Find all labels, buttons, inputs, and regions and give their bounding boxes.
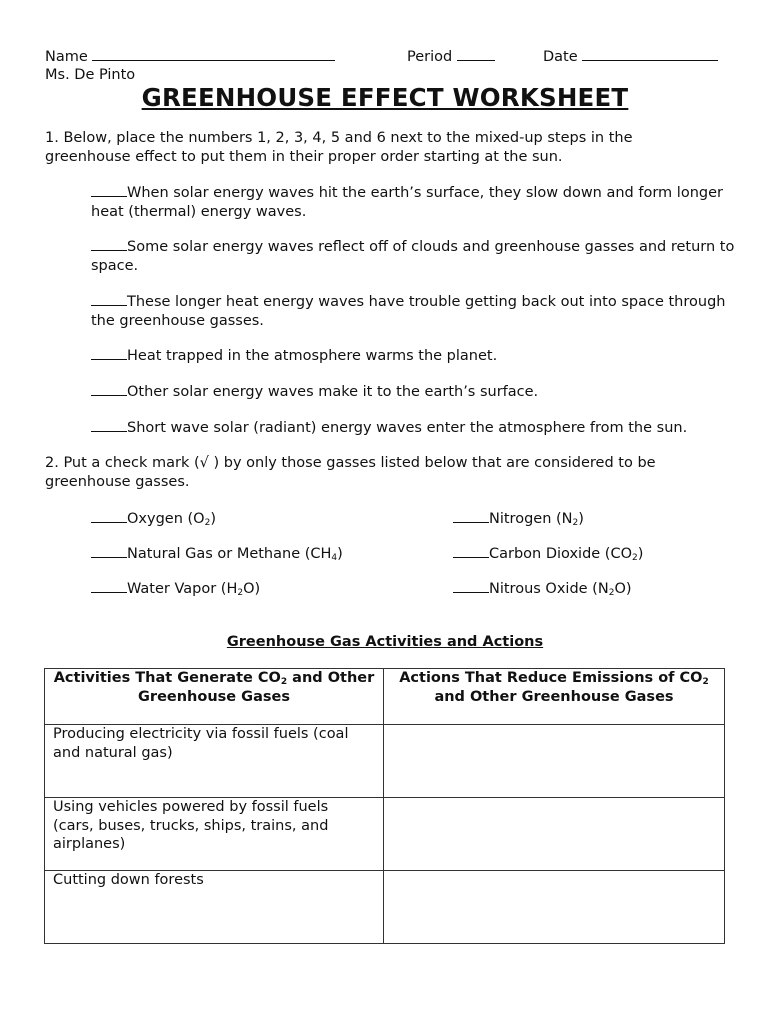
step-text: Some solar energy waves reflect off of clouds and greenhouse gasses and return to space. bbox=[91, 239, 735, 274]
step-answer-blank[interactable] bbox=[91, 183, 127, 197]
gas-item-nitrous-oxide bbox=[453, 579, 632, 598]
date-label: Date bbox=[543, 49, 578, 65]
period-blank[interactable] bbox=[457, 47, 495, 61]
gas-label: Oxygen (O bbox=[127, 511, 205, 527]
period-label: Period bbox=[407, 49, 453, 65]
table-row bbox=[45, 871, 725, 944]
step-answer-blank[interactable] bbox=[91, 346, 127, 360]
gas-label-end: O) bbox=[243, 581, 261, 597]
gas-subscript: 2 bbox=[204, 518, 211, 528]
gas-check-blank[interactable] bbox=[453, 509, 489, 523]
gas-label-end: ) bbox=[337, 546, 343, 562]
step-text: Other solar energy waves make it to the earth’s surface. bbox=[127, 384, 539, 400]
date-field[interactable] bbox=[543, 47, 718, 66]
action-cell[interactable] bbox=[384, 725, 725, 798]
teacher-name: Ms. De Pinto bbox=[45, 67, 136, 83]
gas-check-blank[interactable] bbox=[91, 544, 127, 558]
gas-subscript: 2 bbox=[572, 518, 579, 528]
activity-cell: Using vehicles powered by fossil fuels (cars, buses, trucks, ships, trains, and airplanes) bbox=[45, 798, 384, 871]
step-item bbox=[91, 183, 741, 221]
activity-cell: Cutting down forests bbox=[45, 871, 384, 944]
table-row bbox=[45, 798, 725, 871]
gas-item-water-vapor bbox=[91, 579, 260, 598]
header-text: Actions That Reduce Emissions of CO bbox=[399, 670, 703, 686]
step-text: Heat trapped in the atmosphere warms the planet. bbox=[127, 348, 498, 364]
gas-label: Carbon Dioxide (CO bbox=[489, 546, 633, 562]
step-answer-blank[interactable] bbox=[91, 292, 127, 306]
gas-subscript: 4 bbox=[331, 553, 338, 563]
period-field[interactable] bbox=[407, 47, 495, 66]
step-item bbox=[91, 382, 741, 402]
gas-label-end: ) bbox=[210, 511, 216, 527]
q2-prompt-start: 2. Put a check mark ( bbox=[45, 455, 200, 471]
gas-item-nitrogen bbox=[453, 509, 584, 528]
header-text: and Other bbox=[287, 670, 375, 686]
date-blank[interactable] bbox=[582, 47, 718, 61]
table-row bbox=[45, 725, 725, 798]
header-text: Activities That Generate CO bbox=[53, 670, 281, 686]
page-title: GREENHOUSE EFFECT WORKSHEET bbox=[141, 83, 629, 112]
table-header-row bbox=[45, 669, 725, 725]
activities-table bbox=[44, 668, 725, 944]
name-field[interactable] bbox=[45, 47, 335, 66]
gas-label-end: ) bbox=[637, 546, 644, 562]
header-text: Greenhouse Gases bbox=[138, 688, 290, 705]
step-answer-blank[interactable] bbox=[91, 382, 127, 396]
col-header-activities bbox=[45, 669, 384, 725]
gas-subscript: 2 bbox=[237, 588, 244, 598]
action-cell[interactable] bbox=[384, 871, 725, 944]
gas-label: Water Vapor (H bbox=[127, 581, 238, 597]
name-blank[interactable] bbox=[92, 47, 335, 61]
check-mark-icon: √ bbox=[199, 455, 209, 471]
step-item bbox=[91, 346, 741, 366]
activity-cell: Producing electricity via fossil fuels (coal and natural gas) bbox=[45, 725, 384, 798]
action-cell[interactable] bbox=[384, 798, 725, 871]
question-2-prompt bbox=[45, 454, 705, 491]
step-item bbox=[91, 418, 741, 438]
gas-item-oxygen bbox=[91, 509, 216, 528]
gas-label-end: ) bbox=[578, 511, 584, 527]
gas-subscript: 2 bbox=[608, 588, 615, 598]
header-subscript: 2 bbox=[702, 677, 709, 687]
gas-check-blank[interactable] bbox=[453, 544, 489, 558]
step-text: These longer heat energy waves have trouble getting back out into space through the greenhouse gasses. bbox=[91, 294, 726, 329]
q2-prompt-end: ) by only those gasses listed below that are considered to be greenhouse gasses. bbox=[45, 455, 656, 490]
name-label: Name bbox=[45, 49, 88, 65]
step-item bbox=[91, 292, 741, 330]
question-1-prompt: 1. Below, place the numbers 1, 2, 3, 4, 5 and 6 next to the mixed-up steps in the greenhouse effect to put them in their proper order starting at the sun. bbox=[45, 130, 633, 165]
gas-item-methane bbox=[91, 544, 343, 563]
gas-check-blank[interactable] bbox=[453, 579, 489, 593]
gas-label: Nitrous Oxide (N bbox=[489, 581, 609, 597]
activities-section-title: Greenhouse Gas Activities and Actions bbox=[226, 634, 544, 650]
gas-item-co2 bbox=[453, 544, 643, 563]
gas-check-blank[interactable] bbox=[91, 579, 127, 593]
gas-subscript: 2 bbox=[632, 553, 638, 563]
gas-check-blank[interactable] bbox=[91, 509, 127, 523]
gas-label: Nitrogen (N bbox=[489, 511, 573, 527]
gas-label: Natural Gas or Methane (CH bbox=[127, 546, 332, 562]
step-item bbox=[91, 237, 741, 275]
step-answer-blank[interactable] bbox=[91, 237, 127, 251]
header-subscript: 2 bbox=[280, 677, 288, 687]
step-answer-blank[interactable] bbox=[91, 418, 127, 432]
step-text: Short wave solar (radiant) energy waves enter the atmosphere from the sun. bbox=[127, 420, 688, 436]
col-header-actions bbox=[384, 669, 725, 725]
header-text: and Other Greenhouse Gases bbox=[434, 688, 674, 705]
gas-label-end: O) bbox=[614, 581, 632, 597]
step-text: When solar energy waves hit the earth’s surface, they slow down and form longer heat (thermal) energy waves. bbox=[91, 185, 723, 220]
